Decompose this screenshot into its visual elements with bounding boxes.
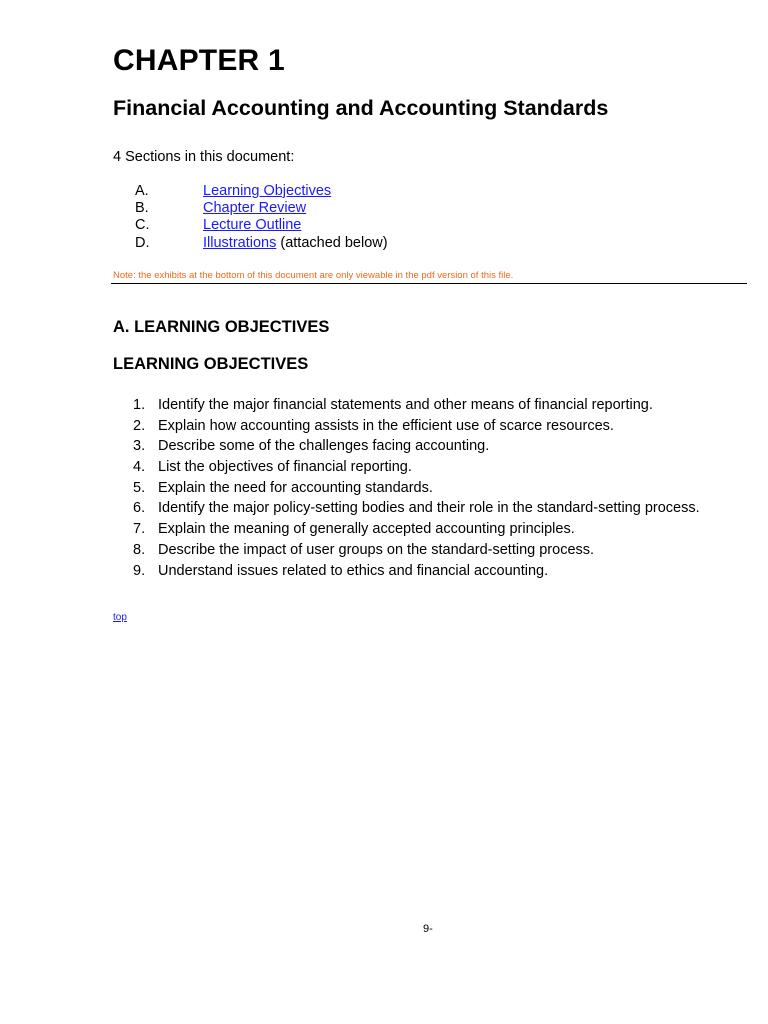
section-item-learning-objectives <box>135 183 388 200</box>
section-item-illustrations <box>135 235 388 252</box>
objective-item <box>133 436 700 457</box>
objective-text: Identify the major financial statements and other means of financial reporting. <box>158 397 653 413</box>
objectives-list <box>133 395 700 581</box>
objective-text: Explain the need for accounting standards. <box>158 479 433 496</box>
sections-intro: 4 Sections in this document: <box>113 149 295 165</box>
objective-text: Explain how accounting assists in the efficient use of scarce resources. <box>158 417 614 434</box>
horizontal-divider <box>111 283 747 284</box>
section-letter: D. <box>135 234 150 251</box>
objective-number: 4. <box>133 459 146 476</box>
section-letter: C. <box>135 217 150 234</box>
learning-objectives-heading: LEARNING OBJECTIVES <box>113 355 309 373</box>
objective-item <box>133 478 700 499</box>
section-letter: B. <box>135 200 149 217</box>
objective-item <box>133 519 700 540</box>
objective-item <box>133 416 700 437</box>
objective-item <box>133 498 700 519</box>
objective-number: 7. <box>133 521 146 538</box>
objective-text: Describe the impact of user groups on the standard-setting process. <box>158 541 595 558</box>
objective-number: 8. <box>133 541 146 558</box>
top-link[interactable]: top <box>113 612 127 623</box>
objective-item <box>133 457 700 478</box>
lecture-outline-link[interactable]: Lecture Outline <box>203 217 302 234</box>
illustrations-link[interactable]: Illustrations <box>203 234 277 251</box>
learning-objectives-link[interactable]: Learning Objectives <box>203 183 332 199</box>
objective-text: Describe some of the challenges facing accounting. <box>158 438 490 455</box>
chapter-review-link[interactable]: Chapter Review <box>203 200 307 217</box>
objective-number: 3. <box>133 438 146 455</box>
chapter-heading: CHAPTER 1 <box>113 44 285 77</box>
objective-number: 9. <box>133 562 146 579</box>
objective-text: Explain the meaning of generally accepted accounting principles. <box>158 521 575 538</box>
section-suffix: (attached below) <box>276 234 388 251</box>
chapter-title: Financial Accounting and Accounting Standards <box>113 96 609 120</box>
objective-number: 6. <box>133 500 146 517</box>
pdf-exhibits-note: Note: the exhibits at the bottom of this document are only viewable in the pdf version of this file. <box>113 270 514 281</box>
objective-number: 1. <box>133 397 146 413</box>
objective-item <box>133 395 700 416</box>
objective-item <box>133 540 700 561</box>
objective-item <box>133 561 700 582</box>
page-number: 9- <box>423 923 433 935</box>
objective-number: 2. <box>133 417 146 434</box>
objective-number: 5. <box>133 479 146 496</box>
section-list <box>135 183 388 252</box>
section-item-lecture-outline <box>135 217 388 234</box>
objective-text: List the objectives of financial reporting. <box>158 459 412 476</box>
section-letter: A. <box>135 183 149 199</box>
section-item-chapter-review <box>135 200 388 217</box>
section-a-heading: A. LEARNING OBJECTIVES <box>113 318 330 336</box>
objective-text: Identify the major policy-setting bodies and their role in the standard-setting process. <box>158 500 700 517</box>
objective-text: Understand issues related to ethics and financial accounting. <box>158 562 549 579</box>
